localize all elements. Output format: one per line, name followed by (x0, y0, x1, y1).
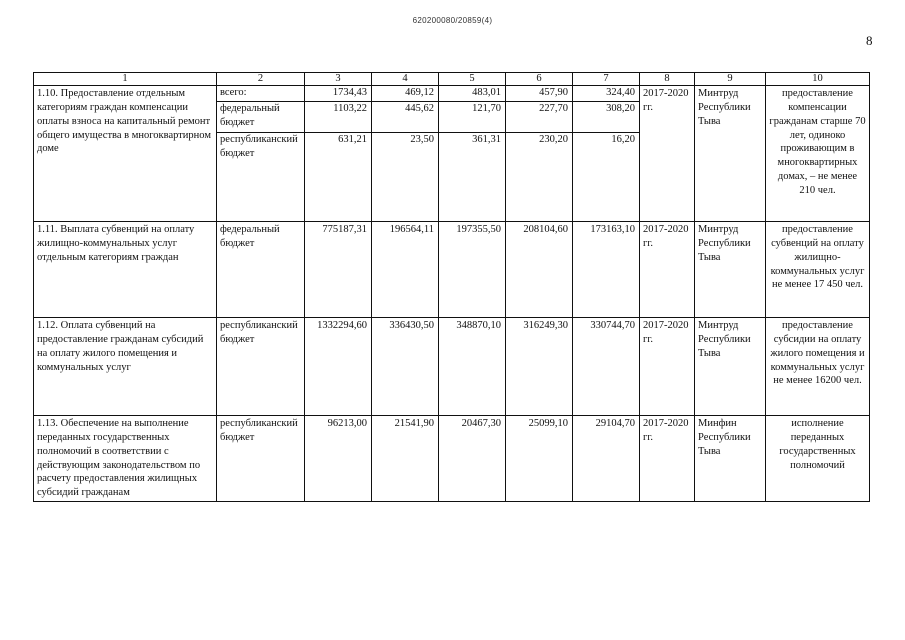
value: 361,31 (439, 132, 505, 147)
measure-name: 1.11. Выплата субвенций на оплату жилищно-коммунальных услуг отдельным категориям граждан (34, 222, 217, 318)
column-number: 5 (439, 73, 506, 86)
period: 2017-2020 гг. (640, 86, 695, 222)
value: 1103,22 (305, 101, 371, 132)
value: 330744,70 (573, 318, 640, 416)
funding-source: федеральный бюджет (217, 222, 305, 318)
expected-result: предоставление компенсации гражданам старше 70 лет, одиноко проживающим в многоквартирных домах, – не менее 210 чел. (766, 86, 870, 222)
executor: Минфин Республики Тыва (695, 416, 766, 502)
executor: Минтруд Республики Тыва (695, 222, 766, 318)
column-number: 7 (573, 73, 640, 86)
measure-name: 1.10. Предоставление отдельным категориям граждан компенсации оплаты взноса на капитальный ремонт общего имущества в многоквартирном доме (34, 86, 217, 222)
funding-source: республиканский бюджет (217, 132, 304, 161)
value: 308,20 (573, 101, 639, 132)
value: 29104,70 (573, 416, 640, 502)
column-number: 3 (305, 73, 372, 86)
value: 631,21 (305, 132, 371, 147)
document-id: 620200080/20859(4) (412, 16, 493, 25)
value-cell (506, 86, 573, 222)
executor: Минтруд Республики Тыва (695, 86, 766, 222)
value: 1734,43 (332, 87, 367, 98)
value: 208104,60 (506, 222, 573, 318)
column-number-row (34, 73, 870, 86)
value: 25099,10 (506, 416, 573, 502)
table-row (34, 86, 870, 222)
value-cell (439, 86, 506, 222)
funding-source: федеральный бюджет (217, 101, 304, 132)
column-number: 2 (217, 73, 305, 86)
value: 20467,30 (439, 416, 506, 502)
value-cell (372, 86, 439, 222)
expected-result: предоставление субсидии на оплату жилого помещения и коммунальных услуг не менее 16200 чел. (766, 318, 870, 416)
value: 121,70 (439, 101, 505, 132)
value: 469,12 (405, 87, 434, 98)
table-row (34, 222, 870, 318)
table-row (34, 416, 870, 502)
value: 230,20 (506, 132, 572, 147)
column-number: 8 (640, 73, 695, 86)
value: 227,70 (506, 101, 572, 132)
funding-source: всего: (220, 87, 247, 98)
value: 316249,30 (506, 318, 573, 416)
value: 336430,50 (372, 318, 439, 416)
period: 2017-2020 гг. (640, 416, 695, 502)
value: 16,20 (573, 132, 639, 147)
value-cell (573, 86, 640, 222)
period: 2017-2020 гг. (640, 222, 695, 318)
value: 445,62 (372, 101, 438, 132)
funding-source: республиканский бюджет (217, 416, 305, 502)
value: 1332294,60 (305, 318, 372, 416)
column-number: 1 (34, 73, 217, 86)
value: 324,40 (606, 87, 635, 98)
expected-result: исполнение переданных государственных полномочий (766, 416, 870, 502)
table-row (34, 318, 870, 416)
executor: Минтруд Республики Тыва (695, 318, 766, 416)
program-measures-table (33, 72, 870, 502)
period: 2017-2020 гг. (640, 318, 695, 416)
value: 483,01 (472, 87, 501, 98)
value: 23,50 (372, 132, 438, 147)
measure-name: 1.13. Обеспечение на выполнение переданных государственных полномочий в соответствии с действующим законодательством по расчету предоставления жилищных субсидий гражданам (34, 416, 217, 502)
column-number: 6 (506, 73, 573, 86)
page-number: 8 (866, 33, 873, 48)
value: 348870,10 (439, 318, 506, 416)
value: 196564,11 (372, 222, 439, 318)
value: 775187,31 (305, 222, 372, 318)
funding-source-cell (217, 86, 305, 222)
column-number: 10 (766, 73, 870, 86)
funding-source: республиканский бюджет (217, 318, 305, 416)
value-cell (305, 86, 372, 222)
measure-name: 1.12. Оплата субвенций на предоставление гражданам субсидий на оплату жилого помещения и коммунальных услуг (34, 318, 217, 416)
value: 457,90 (539, 87, 568, 98)
column-number: 9 (695, 73, 766, 86)
value: 21541,90 (372, 416, 439, 502)
value: 173163,10 (573, 222, 640, 318)
value: 96213,00 (305, 416, 372, 502)
value: 197355,50 (439, 222, 506, 318)
column-number: 4 (372, 73, 439, 86)
expected-result: предоставление субвенций на оплату жилищно-коммунальных услуг не менее 17 450 чел. (766, 222, 870, 318)
